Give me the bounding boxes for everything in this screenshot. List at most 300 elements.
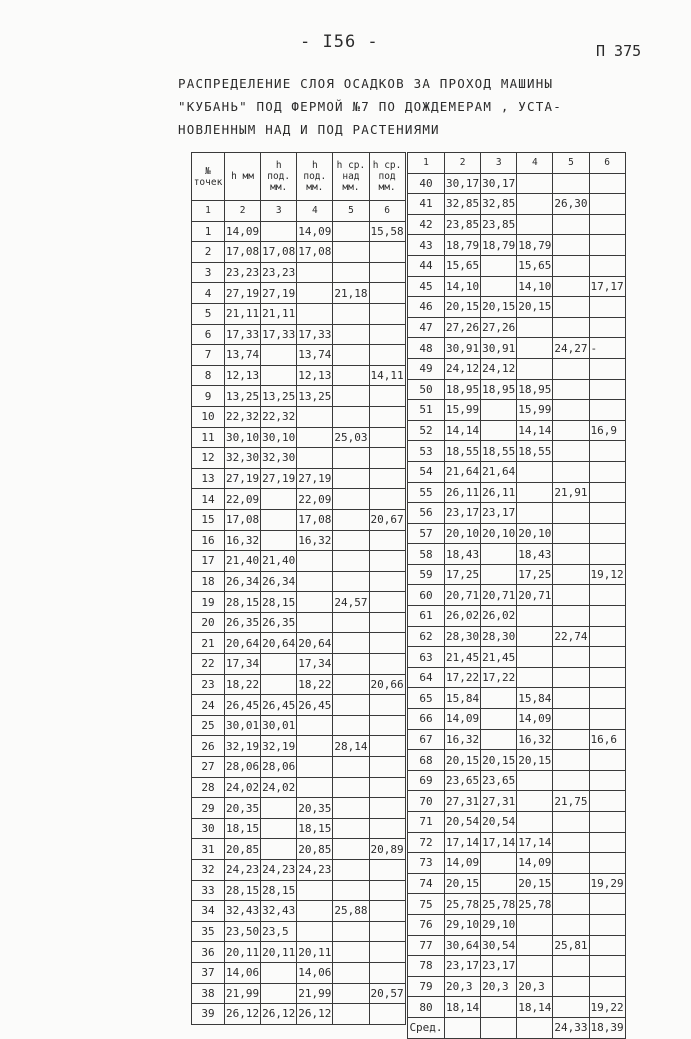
value-cell bbox=[517, 482, 553, 503]
table-row bbox=[192, 345, 406, 366]
value-cell: 20,15 bbox=[517, 873, 553, 894]
value-cell: 18,55 bbox=[481, 441, 517, 462]
value-cell: 26,35 bbox=[225, 612, 261, 633]
value-cell: 23,5 bbox=[261, 921, 297, 942]
table-row bbox=[408, 214, 626, 235]
value-cell: 14,09 bbox=[297, 221, 333, 242]
value-cell bbox=[517, 503, 553, 524]
value-cell: 23,17 bbox=[445, 956, 481, 977]
value-cell bbox=[589, 832, 625, 853]
point-number-cell: 23 bbox=[192, 674, 225, 695]
point-number-cell: 67 bbox=[408, 729, 445, 750]
point-number-cell: 3 bbox=[192, 262, 225, 283]
table-row bbox=[408, 194, 626, 215]
value-cell bbox=[589, 791, 625, 812]
value-cell: 18,43 bbox=[517, 544, 553, 565]
column-number: 1 bbox=[408, 153, 445, 174]
value-cell bbox=[333, 324, 369, 345]
point-number-cell: 72 bbox=[408, 832, 445, 853]
point-number-cell: 30 bbox=[192, 818, 225, 839]
table-row bbox=[408, 544, 626, 565]
value-cell: 20,15 bbox=[445, 873, 481, 894]
value-cell bbox=[481, 873, 517, 894]
value-cell bbox=[553, 564, 589, 585]
value-cell bbox=[369, 468, 405, 489]
value-cell bbox=[517, 770, 553, 791]
point-number-cell: 65 bbox=[408, 688, 445, 709]
table-row bbox=[192, 386, 406, 407]
value-cell: 17,08 bbox=[297, 509, 333, 530]
title-line: РАСПРЕДЕЛЕНИЕ СЛОЯ ОСАДКОВ ЗА ПРОХОД МАШИНЫ bbox=[178, 76, 554, 91]
table-row bbox=[192, 530, 406, 551]
value-cell: 17,22 bbox=[481, 667, 517, 688]
value-cell: 20,3 bbox=[445, 976, 481, 997]
value-cell: 23,17 bbox=[481, 503, 517, 524]
column-number: 4 bbox=[517, 153, 553, 174]
value-cell: 30,91 bbox=[481, 338, 517, 359]
point-number-cell: 63 bbox=[408, 647, 445, 668]
value-cell: 28,06 bbox=[261, 757, 297, 778]
value-cell: 32,30 bbox=[261, 448, 297, 469]
point-number-cell: 68 bbox=[408, 750, 445, 771]
point-number-cell: 26 bbox=[192, 736, 225, 757]
table-row bbox=[192, 798, 406, 819]
value-cell: 18,95 bbox=[517, 379, 553, 400]
value-cell bbox=[297, 592, 333, 613]
value-cell bbox=[517, 358, 553, 379]
value-cell bbox=[481, 688, 517, 709]
value-cell bbox=[481, 564, 517, 585]
table-row bbox=[192, 839, 406, 860]
point-number-cell: 50 bbox=[408, 379, 445, 400]
value-cell bbox=[589, 173, 625, 194]
value-cell: 13,25 bbox=[225, 386, 261, 407]
value-cell: 17,33 bbox=[297, 324, 333, 345]
point-number-cell: 19 bbox=[192, 592, 225, 613]
value-cell: 30,10 bbox=[261, 427, 297, 448]
value-cell bbox=[261, 489, 297, 510]
value-cell: 18,15 bbox=[225, 818, 261, 839]
table-row bbox=[408, 482, 626, 503]
value-cell: 25,81 bbox=[553, 935, 589, 956]
table-row bbox=[192, 736, 406, 757]
value-cell bbox=[369, 489, 405, 510]
table-row bbox=[408, 173, 626, 194]
value-cell bbox=[589, 461, 625, 482]
value-cell: 22,74 bbox=[553, 626, 589, 647]
value-cell: 27,19 bbox=[297, 468, 333, 489]
point-number-cell: 36 bbox=[192, 942, 225, 963]
value-cell bbox=[261, 345, 297, 366]
value-cell: 23,23 bbox=[225, 262, 261, 283]
value-cell bbox=[517, 791, 553, 812]
point-number-cell: 5 bbox=[192, 303, 225, 324]
value-cell: 14,14 bbox=[517, 420, 553, 441]
value-cell: 20,35 bbox=[297, 798, 333, 819]
point-number-cell: 29 bbox=[192, 798, 225, 819]
value-cell: 16,32 bbox=[297, 530, 333, 551]
value-cell bbox=[297, 262, 333, 283]
value-cell bbox=[553, 503, 589, 524]
value-cell bbox=[297, 406, 333, 427]
value-cell bbox=[553, 606, 589, 627]
value-cell bbox=[369, 654, 405, 675]
table-row bbox=[408, 276, 626, 297]
value-cell: 24,12 bbox=[481, 358, 517, 379]
value-cell: 23,23 bbox=[261, 262, 297, 283]
value-cell bbox=[553, 317, 589, 338]
title-line: "КУБАНЬ" ПОД ФЕРМОЙ №7 ПО ДОЖДЕМЕРАМ , УСТА- bbox=[178, 99, 562, 114]
value-cell bbox=[333, 654, 369, 675]
point-number-cell: 27 bbox=[192, 757, 225, 778]
value-cell: 28,14 bbox=[333, 736, 369, 757]
value-cell bbox=[589, 647, 625, 668]
point-number-cell: 60 bbox=[408, 585, 445, 606]
value-cell bbox=[589, 317, 625, 338]
value-cell bbox=[369, 530, 405, 551]
value-cell: 18,14 bbox=[445, 997, 481, 1018]
point-number-cell: 14 bbox=[192, 489, 225, 510]
value-cell bbox=[589, 503, 625, 524]
header-point-number: № точек bbox=[192, 153, 225, 201]
point-number-cell: 56 bbox=[408, 503, 445, 524]
value-cell: 14,06 bbox=[225, 962, 261, 983]
point-number-cell: 45 bbox=[408, 276, 445, 297]
value-cell bbox=[333, 345, 369, 366]
point-number-cell: 37 bbox=[192, 962, 225, 983]
value-cell bbox=[369, 860, 405, 881]
value-cell: 14,14 bbox=[445, 420, 481, 441]
value-cell: 12,13 bbox=[297, 365, 333, 386]
value-cell bbox=[553, 173, 589, 194]
table-row bbox=[408, 626, 626, 647]
table-row bbox=[192, 921, 406, 942]
value-cell bbox=[297, 571, 333, 592]
table-row bbox=[192, 221, 406, 242]
value-cell bbox=[369, 1004, 405, 1025]
value-cell bbox=[481, 400, 517, 421]
value-cell bbox=[261, 674, 297, 695]
value-cell: 29,10 bbox=[481, 914, 517, 935]
table-row bbox=[408, 791, 626, 812]
value-cell: 32,85 bbox=[481, 194, 517, 215]
value-cell bbox=[333, 962, 369, 983]
value-cell: 26,12 bbox=[261, 1004, 297, 1025]
table-row bbox=[192, 324, 406, 345]
table-row bbox=[408, 564, 626, 585]
value-cell: 14,09 bbox=[445, 853, 481, 874]
value-cell bbox=[333, 818, 369, 839]
value-cell bbox=[261, 983, 297, 1004]
value-cell bbox=[589, 400, 625, 421]
table-row bbox=[408, 606, 626, 627]
value-cell bbox=[333, 612, 369, 633]
value-cell bbox=[333, 757, 369, 778]
value-cell: 21,75 bbox=[553, 791, 589, 812]
point-number-cell: 53 bbox=[408, 441, 445, 462]
point-number-cell: 25 bbox=[192, 715, 225, 736]
point-number-cell: 71 bbox=[408, 812, 445, 833]
value-cell: 30,01 bbox=[225, 715, 261, 736]
value-cell: 17,22 bbox=[445, 667, 481, 688]
table-row bbox=[408, 441, 626, 462]
value-cell: 17,08 bbox=[225, 242, 261, 263]
value-cell: 32,85 bbox=[445, 194, 481, 215]
point-number-cell: 39 bbox=[192, 1004, 225, 1025]
value-cell: 17,14 bbox=[481, 832, 517, 853]
value-cell: 22,32 bbox=[261, 406, 297, 427]
value-cell: 21,45 bbox=[445, 647, 481, 668]
value-cell bbox=[333, 695, 369, 716]
point-number-cell: 69 bbox=[408, 770, 445, 791]
column-number: 2 bbox=[445, 153, 481, 174]
value-cell: 18,39 bbox=[589, 1017, 625, 1038]
table-row bbox=[408, 935, 626, 956]
value-cell: 17,25 bbox=[445, 564, 481, 585]
value-cell bbox=[517, 606, 553, 627]
value-cell bbox=[369, 406, 405, 427]
value-cell: 13,74 bbox=[297, 345, 333, 366]
value-cell: 12,13 bbox=[225, 365, 261, 386]
value-cell: 15,99 bbox=[445, 400, 481, 421]
value-cell: 21,45 bbox=[481, 647, 517, 668]
value-cell: 15,65 bbox=[445, 255, 481, 276]
table-row bbox=[192, 674, 406, 695]
value-cell: 28,30 bbox=[481, 626, 517, 647]
value-cell bbox=[333, 551, 369, 572]
value-cell: 20,64 bbox=[225, 633, 261, 654]
value-cell: 13,25 bbox=[297, 386, 333, 407]
table-row bbox=[408, 770, 626, 791]
value-cell bbox=[369, 551, 405, 572]
value-cell bbox=[553, 523, 589, 544]
value-cell: 27,19 bbox=[225, 283, 261, 304]
header-h-pod-1: h под. мм. bbox=[261, 153, 297, 201]
value-cell: 23,65 bbox=[445, 770, 481, 791]
value-cell bbox=[589, 585, 625, 606]
value-cell: 14,11 bbox=[369, 365, 405, 386]
value-cell bbox=[589, 235, 625, 256]
point-number-cell: 62 bbox=[408, 626, 445, 647]
value-cell bbox=[553, 276, 589, 297]
value-cell: 16,32 bbox=[225, 530, 261, 551]
point-number-cell: 28 bbox=[192, 777, 225, 798]
value-cell bbox=[481, 544, 517, 565]
value-cell bbox=[333, 633, 369, 654]
value-cell: 21,99 bbox=[225, 983, 261, 1004]
value-cell: 24,57 bbox=[333, 592, 369, 613]
value-cell bbox=[261, 962, 297, 983]
value-cell: 17,08 bbox=[225, 509, 261, 530]
value-cell bbox=[589, 935, 625, 956]
value-cell: 27,31 bbox=[481, 791, 517, 812]
point-number-cell: 77 bbox=[408, 935, 445, 956]
column-number: 3 bbox=[481, 153, 517, 174]
table-row bbox=[408, 379, 626, 400]
value-cell: 25,88 bbox=[333, 901, 369, 922]
table-row bbox=[408, 420, 626, 441]
value-cell: 17,34 bbox=[225, 654, 261, 675]
point-number-cell: 6 bbox=[192, 324, 225, 345]
right-table bbox=[407, 152, 626, 1039]
table-row bbox=[192, 489, 406, 510]
value-cell bbox=[553, 379, 589, 400]
table-row bbox=[192, 592, 406, 613]
table-row bbox=[192, 283, 406, 304]
value-cell bbox=[369, 777, 405, 798]
value-cell: 30,54 bbox=[481, 935, 517, 956]
value-cell: 20,3 bbox=[481, 976, 517, 997]
table-row bbox=[408, 358, 626, 379]
value-cell: 18,15 bbox=[297, 818, 333, 839]
value-cell: 27,31 bbox=[445, 791, 481, 812]
value-cell bbox=[297, 757, 333, 778]
point-number-cell: 4 bbox=[192, 283, 225, 304]
point-number-cell: 17 bbox=[192, 551, 225, 572]
point-number-cell: 24 bbox=[192, 695, 225, 716]
value-cell: 25,03 bbox=[333, 427, 369, 448]
value-cell bbox=[517, 214, 553, 235]
value-cell bbox=[553, 461, 589, 482]
value-cell: 24,12 bbox=[445, 358, 481, 379]
value-cell: 17,17 bbox=[589, 276, 625, 297]
table-row bbox=[408, 461, 626, 482]
value-cell: 17,08 bbox=[261, 242, 297, 263]
value-cell: 28,15 bbox=[261, 880, 297, 901]
value-cell bbox=[589, 688, 625, 709]
value-cell: 27,19 bbox=[261, 468, 297, 489]
value-cell: 20,11 bbox=[261, 942, 297, 963]
value-cell: 13,25 bbox=[261, 386, 297, 407]
value-cell bbox=[589, 544, 625, 565]
value-cell: 21,91 bbox=[553, 482, 589, 503]
value-cell: 30,17 bbox=[481, 173, 517, 194]
value-cell bbox=[369, 901, 405, 922]
value-cell bbox=[589, 853, 625, 874]
point-number-cell: 59 bbox=[408, 564, 445, 585]
value-cell: 20,15 bbox=[517, 750, 553, 771]
value-cell: 17,08 bbox=[297, 242, 333, 263]
value-cell: 17,33 bbox=[261, 324, 297, 345]
right-table-body bbox=[408, 173, 626, 1038]
value-cell bbox=[589, 770, 625, 791]
value-cell: 20,85 bbox=[297, 839, 333, 860]
value-cell: 32,43 bbox=[225, 901, 261, 922]
table-row bbox=[192, 757, 406, 778]
value-cell bbox=[481, 255, 517, 276]
value-cell: 13,74 bbox=[225, 345, 261, 366]
value-cell bbox=[369, 386, 405, 407]
value-cell: 14,09 bbox=[517, 853, 553, 874]
value-cell bbox=[369, 818, 405, 839]
table-row bbox=[192, 818, 406, 839]
value-cell bbox=[553, 235, 589, 256]
table-row bbox=[408, 297, 626, 318]
value-cell: 30,01 bbox=[261, 715, 297, 736]
value-cell bbox=[553, 729, 589, 750]
column-number: 3 bbox=[261, 201, 297, 222]
table-row bbox=[192, 612, 406, 633]
value-cell bbox=[333, 242, 369, 263]
table-row bbox=[408, 647, 626, 668]
value-cell: 20,10 bbox=[517, 523, 553, 544]
value-cell bbox=[589, 523, 625, 544]
value-cell bbox=[333, 715, 369, 736]
value-cell: 21,11 bbox=[225, 303, 261, 324]
point-number-cell: 21 bbox=[192, 633, 225, 654]
point-number-cell: 78 bbox=[408, 956, 445, 977]
value-cell bbox=[553, 400, 589, 421]
point-number-cell: 52 bbox=[408, 420, 445, 441]
point-number-cell: 74 bbox=[408, 873, 445, 894]
value-cell bbox=[333, 406, 369, 427]
value-cell bbox=[517, 317, 553, 338]
header-h-pod-2: h под. мм. bbox=[297, 153, 333, 201]
value-cell bbox=[553, 770, 589, 791]
table-row bbox=[408, 729, 626, 750]
value-cell bbox=[369, 427, 405, 448]
value-cell: 28,15 bbox=[261, 592, 297, 613]
point-number-cell: Сред. bbox=[408, 1017, 445, 1038]
value-cell bbox=[261, 798, 297, 819]
value-cell bbox=[333, 798, 369, 819]
table-row bbox=[192, 242, 406, 263]
value-cell: 25,78 bbox=[481, 894, 517, 915]
value-cell bbox=[517, 914, 553, 935]
value-cell bbox=[553, 544, 589, 565]
value-cell: 20,3 bbox=[517, 976, 553, 997]
value-cell bbox=[333, 839, 369, 860]
value-cell: 21,64 bbox=[445, 461, 481, 482]
value-cell: 26,30 bbox=[553, 194, 589, 215]
value-cell bbox=[369, 798, 405, 819]
value-cell bbox=[517, 461, 553, 482]
value-cell bbox=[369, 612, 405, 633]
value-cell: 14,10 bbox=[445, 276, 481, 297]
value-cell: 32,43 bbox=[261, 901, 297, 922]
table-row bbox=[192, 551, 406, 572]
value-cell: 21,64 bbox=[481, 461, 517, 482]
point-number-cell: 35 bbox=[192, 921, 225, 942]
value-cell: 26,02 bbox=[481, 606, 517, 627]
value-cell: 20,11 bbox=[225, 942, 261, 963]
value-cell bbox=[553, 255, 589, 276]
point-number-cell: 42 bbox=[408, 214, 445, 235]
point-number-cell: 76 bbox=[408, 914, 445, 935]
table-row bbox=[192, 942, 406, 963]
value-cell bbox=[369, 262, 405, 283]
point-number-cell: 2 bbox=[192, 242, 225, 263]
value-cell bbox=[333, 530, 369, 551]
value-cell bbox=[297, 921, 333, 942]
point-number-cell: 64 bbox=[408, 667, 445, 688]
value-cell bbox=[589, 606, 625, 627]
point-number-cell: 49 bbox=[408, 358, 445, 379]
value-cell bbox=[297, 736, 333, 757]
table-row bbox=[408, 317, 626, 338]
value-cell bbox=[481, 1017, 517, 1038]
value-cell bbox=[553, 956, 589, 977]
value-cell: 25,78 bbox=[517, 894, 553, 915]
value-cell: 26,12 bbox=[297, 1004, 333, 1025]
value-cell bbox=[553, 873, 589, 894]
value-cell bbox=[589, 812, 625, 833]
value-cell: 24,02 bbox=[261, 777, 297, 798]
value-cell: 23,65 bbox=[481, 770, 517, 791]
column-number: 2 bbox=[225, 201, 261, 222]
point-number-cell: 48 bbox=[408, 338, 445, 359]
value-cell: 19,12 bbox=[589, 564, 625, 585]
